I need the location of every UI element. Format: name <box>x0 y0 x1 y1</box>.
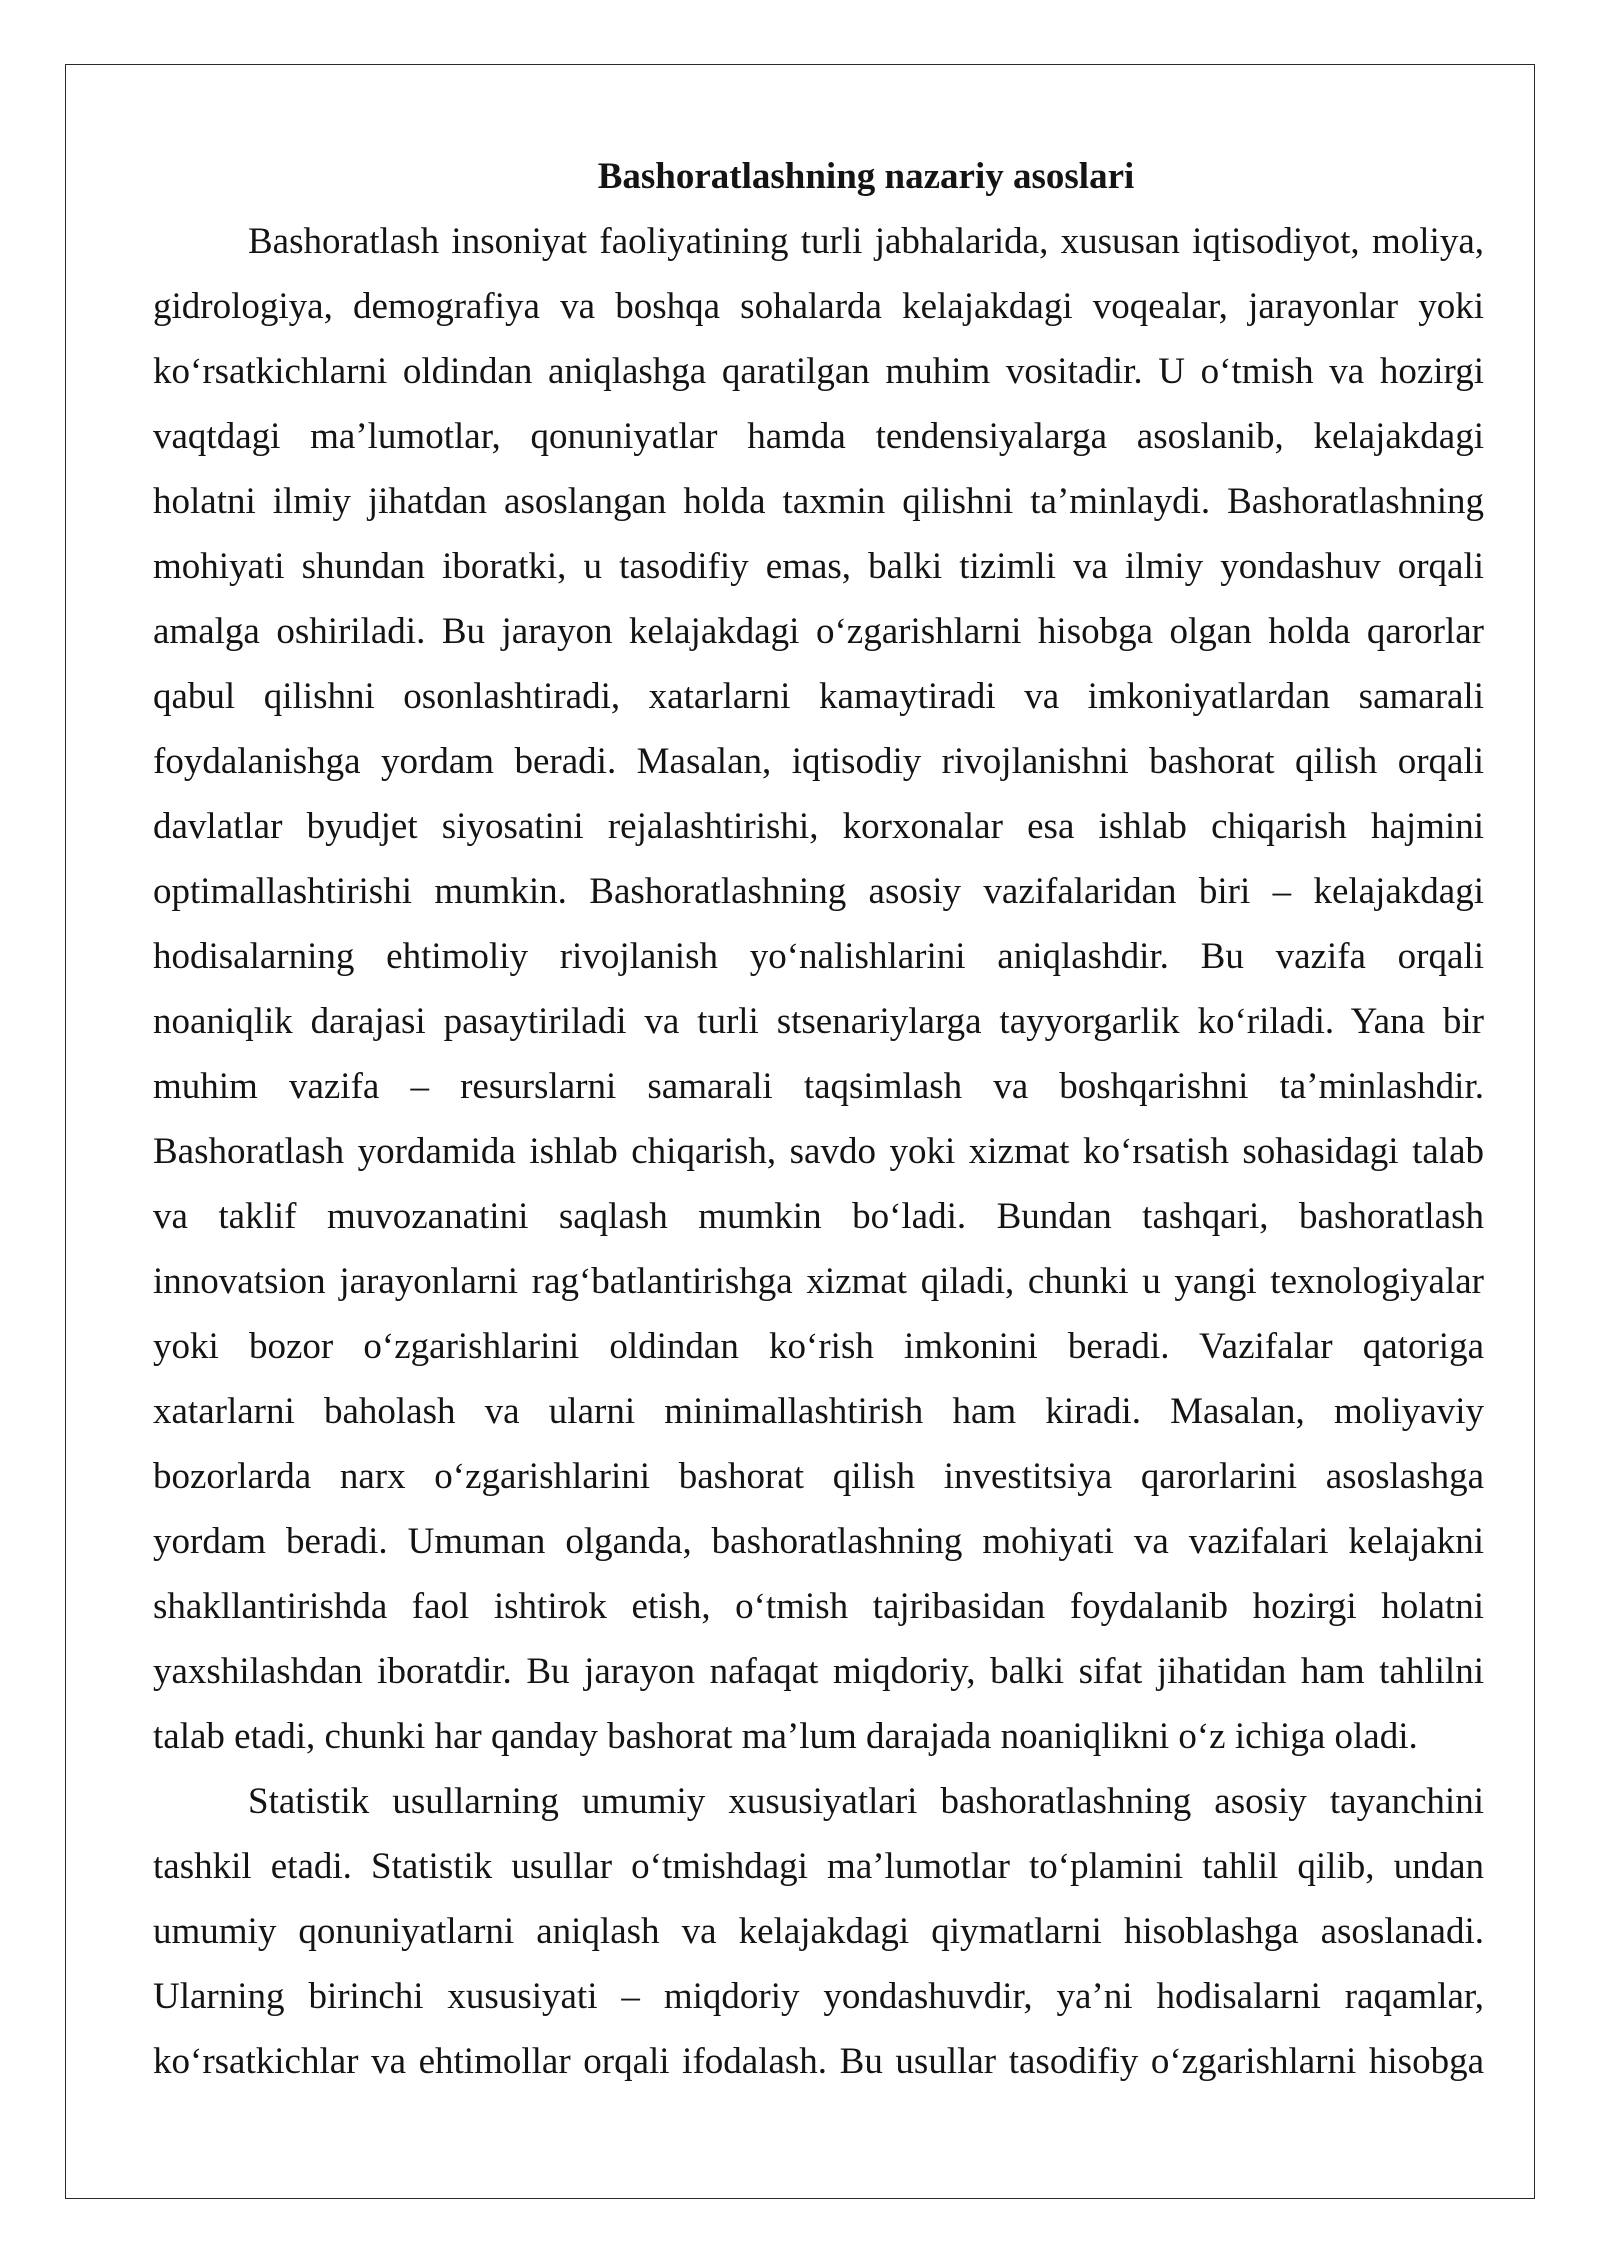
text-line: va taklif muvozanatini saqlash mumkin bo‘ladi. Bundan tashqari, bashoratlash <box>153 1196 1484 1237</box>
text-line: muhim vazifa – resurslarni samarali taqsimlash va boshqarishni ta’minlashdir. <box>153 1066 1484 1107</box>
page-content <box>153 144 1484 2094</box>
text-line: yaxshilashdan iboratdir. Bu jarayon nafaqat miqdoriy, balki sifat jihatidan ham tahlilni <box>153 1651 1484 1692</box>
text-line: umumiy qonuniyatlarni aniqlash va kelajakdagi qiymatlarni hisoblashga asoslanadi. <box>153 1911 1484 1952</box>
text-line: innovatsion jarayonlarni rag‘batlantirishga xizmat qiladi, chunki u yangi texnologiyalar <box>153 1261 1484 1302</box>
text-line: ko‘rsatkichlarni oldindan aniqlashga qaratilgan muhim vositadir. U o‘tmish va hozirgi <box>153 351 1484 392</box>
text-line: yordam beradi. Umuman olganda, bashoratlashning mohiyati va vazifalari kelajakni <box>153 1521 1484 1562</box>
text-line: optimallashtirishi mumkin. Bashoratlashning asosiy vazifalaridan biri – kelajakdagi <box>153 871 1484 912</box>
text-line: Ularning birinchi xususiyati – miqdoriy yondashuvdir, ya’ni hodisalarni raqamlar, <box>153 1976 1484 2017</box>
text-line: talab etadi, chunki har qanday bashorat ma’lum darajada noaniqlikni o‘z ichiga oladi. <box>153 1716 1418 1757</box>
text-line: vaqtdagi ma’lumotlar, qonuniyatlar hamda tendensiyalarga asoslanib, kelajakdagi <box>153 416 1484 457</box>
paragraph-2 <box>153 1769 1484 2094</box>
text-line: ko‘rsatkichlar va ehtimollar orqali ifodalash. Bu usullar tasodifiy o‘zgarishlarni hisobga <box>153 2041 1484 2082</box>
text-line: qabul qilishni osonlashtiradi, xatarlarni kamaytiradi va imkoniyatlardan samarali <box>153 676 1484 717</box>
text-line: amalga oshiriladi. Bu jarayon kelajakdagi o‘zgarishlarni hisobga olgan holda qarorlar <box>153 611 1484 652</box>
text-line: mohiyati shundan iboratki, u tasodifiy emas, balki tizimli va ilmiy yondashuv orqali <box>153 546 1484 587</box>
text-line: Bashoratlash insoniyat faoliyatining turli jabhalarida, xususan iqtisodiyot, moliya, <box>248 221 1484 262</box>
text-line: xatarlarni baholash va ularni minimallashtirish ham kiradi. Masalan, moliyaviy <box>153 1391 1484 1432</box>
text-line: gidrologiya, demografiya va boshqa sohalarda kelajakdagi voqealar, jarayonlar yoki <box>153 286 1484 327</box>
text-line: foydalanishga yordam beradi. Masalan, iqtisodiy rivojlanishni bashorat qilish orqali <box>153 741 1484 782</box>
text-line: yoki bozor o‘zgarishlarini oldindan ko‘rish imkonini beradi. Vazifalar qatoriga <box>153 1326 1484 1367</box>
document-title: Bashoratlashning nazariy asoslari <box>597 156 1135 197</box>
text-line: bozorlarda narx o‘zgarishlarini bashorat qilish investitsiya qarorlarini asoslashga <box>153 1456 1484 1497</box>
text-line: holatni ilmiy jihatdan asoslangan holda taxmin qilishni ta’minlaydi. Bashoratlashning <box>153 481 1484 522</box>
text-line: tashkil etadi. Statistik usullar o‘tmishdagi ma’lumotlar to‘plamini tahlil qilib, undan <box>153 1846 1484 1887</box>
text-line: hodisalarning ehtimoliy rivojlanish yo‘nalishlarini aniqlashdir. Bu vazifa orqali <box>153 936 1484 977</box>
text-line: davlatlar byudjet siyosatini rejalashtirishi, korxonalar esa ishlab chiqarish hajmini <box>153 806 1484 847</box>
text-line: noaniqlik darajasi pasaytiriladi va turli stsenariylarga tayyorgarlik ko‘riladi. Yana bir <box>153 1001 1484 1042</box>
paragraph-1 <box>153 209 1484 1769</box>
text-line: shakllantirishda faol ishtirok etish, o‘tmish tajribasidan foydalanib hozirgi holatni <box>153 1586 1484 1627</box>
text-line: Bashoratlash yordamida ishlab chiqarish, savdo yoki xizmat ko‘rsatish sohasidagi talab <box>153 1131 1484 1172</box>
text-line: Statistik usullarning umumiy xususiyatlari bashoratlashning asosiy tayanchini <box>248 1781 1484 1822</box>
